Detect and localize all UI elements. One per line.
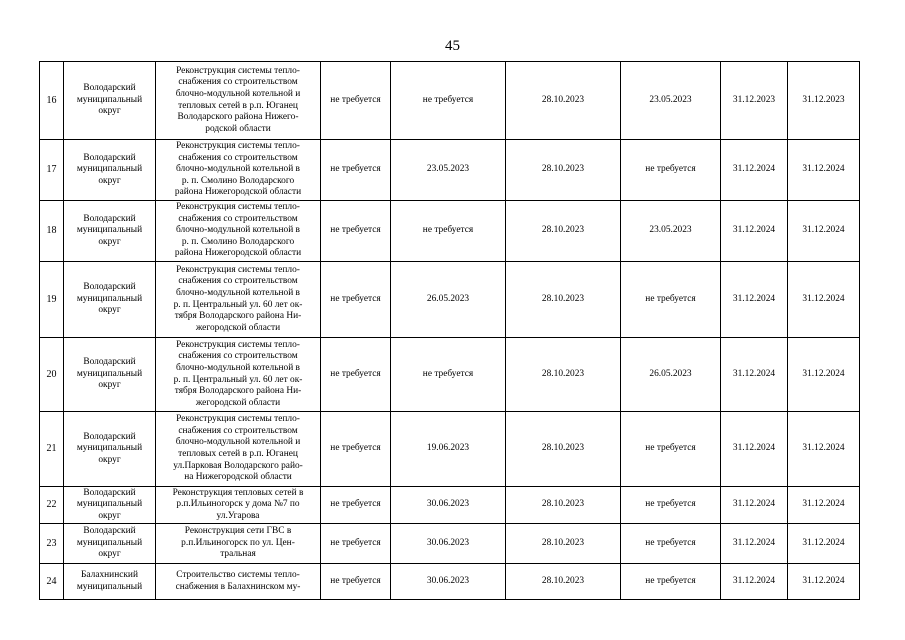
district-line: муниципальный <box>76 225 143 236</box>
district-line: округ <box>98 549 121 560</box>
district-line: муниципальный <box>76 94 143 105</box>
value-cell-c3: 28.10.2023 <box>506 140 621 201</box>
value-cell-c5: 31.12.2024 <box>721 564 788 600</box>
project-line: Реконструкция тепловых сетей в <box>172 487 304 498</box>
district-line: муниципальный <box>76 164 143 175</box>
project-line: блочно-модульной котельной и <box>175 437 301 448</box>
district-line: Володарский <box>83 526 136 537</box>
district-line: округ <box>98 380 121 391</box>
value-cell-c5: 31.12.2024 <box>721 140 788 201</box>
table-row <box>40 338 860 412</box>
project-line: Володарского района Нижего- <box>177 112 299 123</box>
value-cell-c2: не требуется <box>391 62 506 140</box>
project-cell <box>156 201 321 262</box>
row-number-cell: 18 <box>40 201 64 262</box>
value-cell-c6: 31.12.2024 <box>788 140 860 201</box>
district-cell <box>64 524 156 564</box>
district-cell <box>64 62 156 140</box>
value-cell-c4: 26.05.2023 <box>621 338 721 412</box>
district-line: округ <box>98 510 121 521</box>
row-number-cell: 20 <box>40 338 64 412</box>
district-line: муниципальный <box>76 293 143 304</box>
value-cell-c6: 31.12.2023 <box>788 62 860 140</box>
project-line: Реконструкция системы тепло- <box>176 202 300 213</box>
value-cell-c4: не требуется <box>621 412 721 487</box>
district-line: округ <box>98 106 121 117</box>
table-row <box>40 262 860 338</box>
value-cell-c6: 31.12.2024 <box>788 524 860 564</box>
table-row <box>40 487 860 524</box>
project-line: р. п. Центральный ул. 60 лет ок- <box>173 299 303 310</box>
project-line: снабжения со строительством <box>178 351 298 362</box>
project-line: Реконструкция системы тепло- <box>176 141 300 152</box>
project-line: Реконструкция системы тепло- <box>176 339 300 350</box>
district-cell <box>64 487 156 524</box>
value-cell-c4: не требуется <box>621 524 721 564</box>
value-cell-c5: 31.12.2024 <box>721 487 788 524</box>
project-line: снабжения со строительством <box>178 152 298 163</box>
value-cell-c1: не требуется <box>321 524 391 564</box>
project-line: блочно-модульной котельной и <box>175 88 301 99</box>
value-cell-c2: 23.05.2023 <box>391 140 506 201</box>
project-line: снабжения со строительством <box>178 425 298 436</box>
value-cell-c2: не требуется <box>391 201 506 262</box>
value-cell-c5: 31.12.2024 <box>721 524 788 564</box>
value-cell-c4: не требуется <box>621 140 721 201</box>
value-cell-c4: 23.05.2023 <box>621 201 721 262</box>
project-line: Реконструкция системы тепло- <box>176 65 300 76</box>
project-line: блочно-модульной котельной в <box>176 287 300 298</box>
district-line: муниципальный <box>76 537 143 548</box>
value-cell-c5: 31.12.2024 <box>721 201 788 262</box>
row-number-cell: 17 <box>40 140 64 201</box>
district-line: муниципальный <box>76 499 143 510</box>
value-cell-c6: 31.12.2024 <box>788 262 860 338</box>
project-line: Реконструкция системы тепло- <box>176 414 300 425</box>
value-cell-c3: 28.10.2023 <box>506 262 621 338</box>
project-line: жегородской области <box>195 397 281 408</box>
district-line: Володарский <box>83 213 136 224</box>
district-line: муниципальный <box>76 581 143 592</box>
project-line: блочно-модульной котельной в <box>176 362 300 373</box>
project-line: тября Володарского района Ни- <box>174 386 302 397</box>
project-line: снабжения со строительством <box>178 276 298 287</box>
district-cell <box>64 412 156 487</box>
project-cell <box>156 338 321 412</box>
project-line: жегородской области <box>195 322 281 333</box>
value-cell-c4: не требуется <box>621 564 721 600</box>
value-cell-c6: 31.12.2024 <box>788 487 860 524</box>
project-line: снабжения в Балахнинском му- <box>175 581 301 592</box>
district-line: округ <box>98 236 121 247</box>
value-cell-c1: не требуется <box>321 338 391 412</box>
value-cell-c3: 28.10.2023 <box>506 524 621 564</box>
district-line: Володарский <box>83 152 136 163</box>
value-cell-c2: 30.06.2023 <box>391 564 506 600</box>
district-line: Володарский <box>83 357 136 368</box>
project-line: Строительство системы тепло- <box>176 569 300 580</box>
table-row <box>40 140 860 201</box>
value-cell-c4: не требуется <box>621 262 721 338</box>
project-line: тября Володарского района Ни- <box>174 311 302 322</box>
project-line: тепловых сетей в р.п. Юганец <box>178 100 298 111</box>
project-cell <box>156 62 321 140</box>
district-cell <box>64 201 156 262</box>
project-line: блочно-модульной котельной в <box>176 225 300 236</box>
value-cell-c2: не требуется <box>391 338 506 412</box>
district-line: Володарский <box>83 83 136 94</box>
project-cell <box>156 140 321 201</box>
project-line: родской области <box>205 123 271 134</box>
row-number-cell: 23 <box>40 524 64 564</box>
value-cell-c3: 28.10.2023 <box>506 62 621 140</box>
district-line: округ <box>98 305 121 316</box>
schedule-table <box>39 61 860 600</box>
value-cell-c1: не требуется <box>321 412 391 487</box>
project-line: на Нижегородской области <box>184 472 292 483</box>
value-cell-c2: 30.06.2023 <box>391 487 506 524</box>
row-number-cell: 24 <box>40 564 64 600</box>
project-line: снабжения со строительством <box>178 77 298 88</box>
value-cell-c3: 28.10.2023 <box>506 487 621 524</box>
value-cell-c3: 28.10.2023 <box>506 338 621 412</box>
value-cell-c5: 31.12.2023 <box>721 62 788 140</box>
value-cell-c1: не требуется <box>321 62 391 140</box>
row-number-cell: 19 <box>40 262 64 338</box>
project-line: Реконструкция сети ГВС в <box>184 526 292 537</box>
value-cell-c4: 23.05.2023 <box>621 62 721 140</box>
project-line: р.п.Ильиногорск у дома №7 по <box>176 499 300 510</box>
project-line: тепловых сетей в р.п. Юганец <box>178 449 298 459</box>
project-line: р. п. Смолино Володарского <box>181 236 295 247</box>
project-cell <box>156 262 321 338</box>
value-cell-c2: 19.06.2023 <box>391 412 506 487</box>
value-cell-c5: 31.12.2024 <box>721 412 788 487</box>
district-cell <box>64 140 156 201</box>
project-cell <box>156 487 321 524</box>
value-cell-c3: 28.10.2023 <box>506 412 621 487</box>
district-line: Володарский <box>83 487 136 498</box>
project-line: снабжения со строительством <box>178 213 298 224</box>
value-cell-c1: не требуется <box>321 262 391 338</box>
district-cell <box>64 338 156 412</box>
project-line: Реконструкция системы тепло- <box>176 264 300 275</box>
value-cell-c1: не требуется <box>321 564 391 600</box>
district-cell <box>64 564 156 600</box>
value-cell-c3: 28.10.2023 <box>506 564 621 600</box>
value-cell-c1: не требуется <box>321 140 391 201</box>
row-number-cell: 21 <box>40 412 64 487</box>
table-row <box>40 564 860 600</box>
value-cell-c6: 31.12.2024 <box>788 338 860 412</box>
district-line: округ <box>98 175 121 186</box>
value-cell-c1: не требуется <box>321 201 391 262</box>
district-line: Володарский <box>83 282 136 293</box>
project-line: ул.Парковая Володарского райо- <box>173 460 303 471</box>
project-line: района Нижегородской области <box>174 187 302 198</box>
value-cell-c2: 30.06.2023 <box>391 524 506 564</box>
project-line: ул.Угарова <box>216 510 260 521</box>
project-line: р. п. Центральный ул. 60 лет ок- <box>173 374 303 385</box>
district-line: муниципальный <box>76 368 143 379</box>
value-cell-c4: не требуется <box>621 487 721 524</box>
page-number: 45 <box>445 38 460 54</box>
project-cell <box>156 564 321 600</box>
value-cell-c1: не требуется <box>321 487 391 524</box>
row-number-cell: 22 <box>40 487 64 524</box>
value-cell-c6: 31.12.2024 <box>788 564 860 600</box>
district-line: Володарский <box>83 431 136 442</box>
value-cell-c5: 31.12.2024 <box>721 338 788 412</box>
district-line: муниципальный <box>76 443 143 454</box>
district-line: округ <box>98 454 121 465</box>
project-line: блочно-модульной котельной в <box>176 164 300 175</box>
project-line: района Нижегородской области <box>174 248 302 259</box>
value-cell-c2: 26.05.2023 <box>391 262 506 338</box>
table-row <box>40 524 860 564</box>
project-cell <box>156 524 321 564</box>
value-cell-c5: 31.12.2024 <box>721 262 788 338</box>
value-cell-c3: 28.10.2023 <box>506 201 621 262</box>
project-line: р. п. Смолино Володарского <box>181 175 295 186</box>
table-row <box>40 62 860 140</box>
row-number-cell: 16 <box>40 62 64 140</box>
district-line: Балахнинский <box>81 569 138 580</box>
table-body <box>40 62 860 600</box>
project-line: тральная <box>220 549 256 560</box>
project-cell <box>156 412 321 487</box>
table-row <box>40 201 860 262</box>
value-cell-c6: 31.12.2024 <box>788 201 860 262</box>
district-cell <box>64 262 156 338</box>
value-cell-c6: 31.12.2024 <box>788 412 860 487</box>
project-line: р.п.Ильиногорск по ул. Цен- <box>181 537 295 548</box>
table-row <box>40 412 860 487</box>
